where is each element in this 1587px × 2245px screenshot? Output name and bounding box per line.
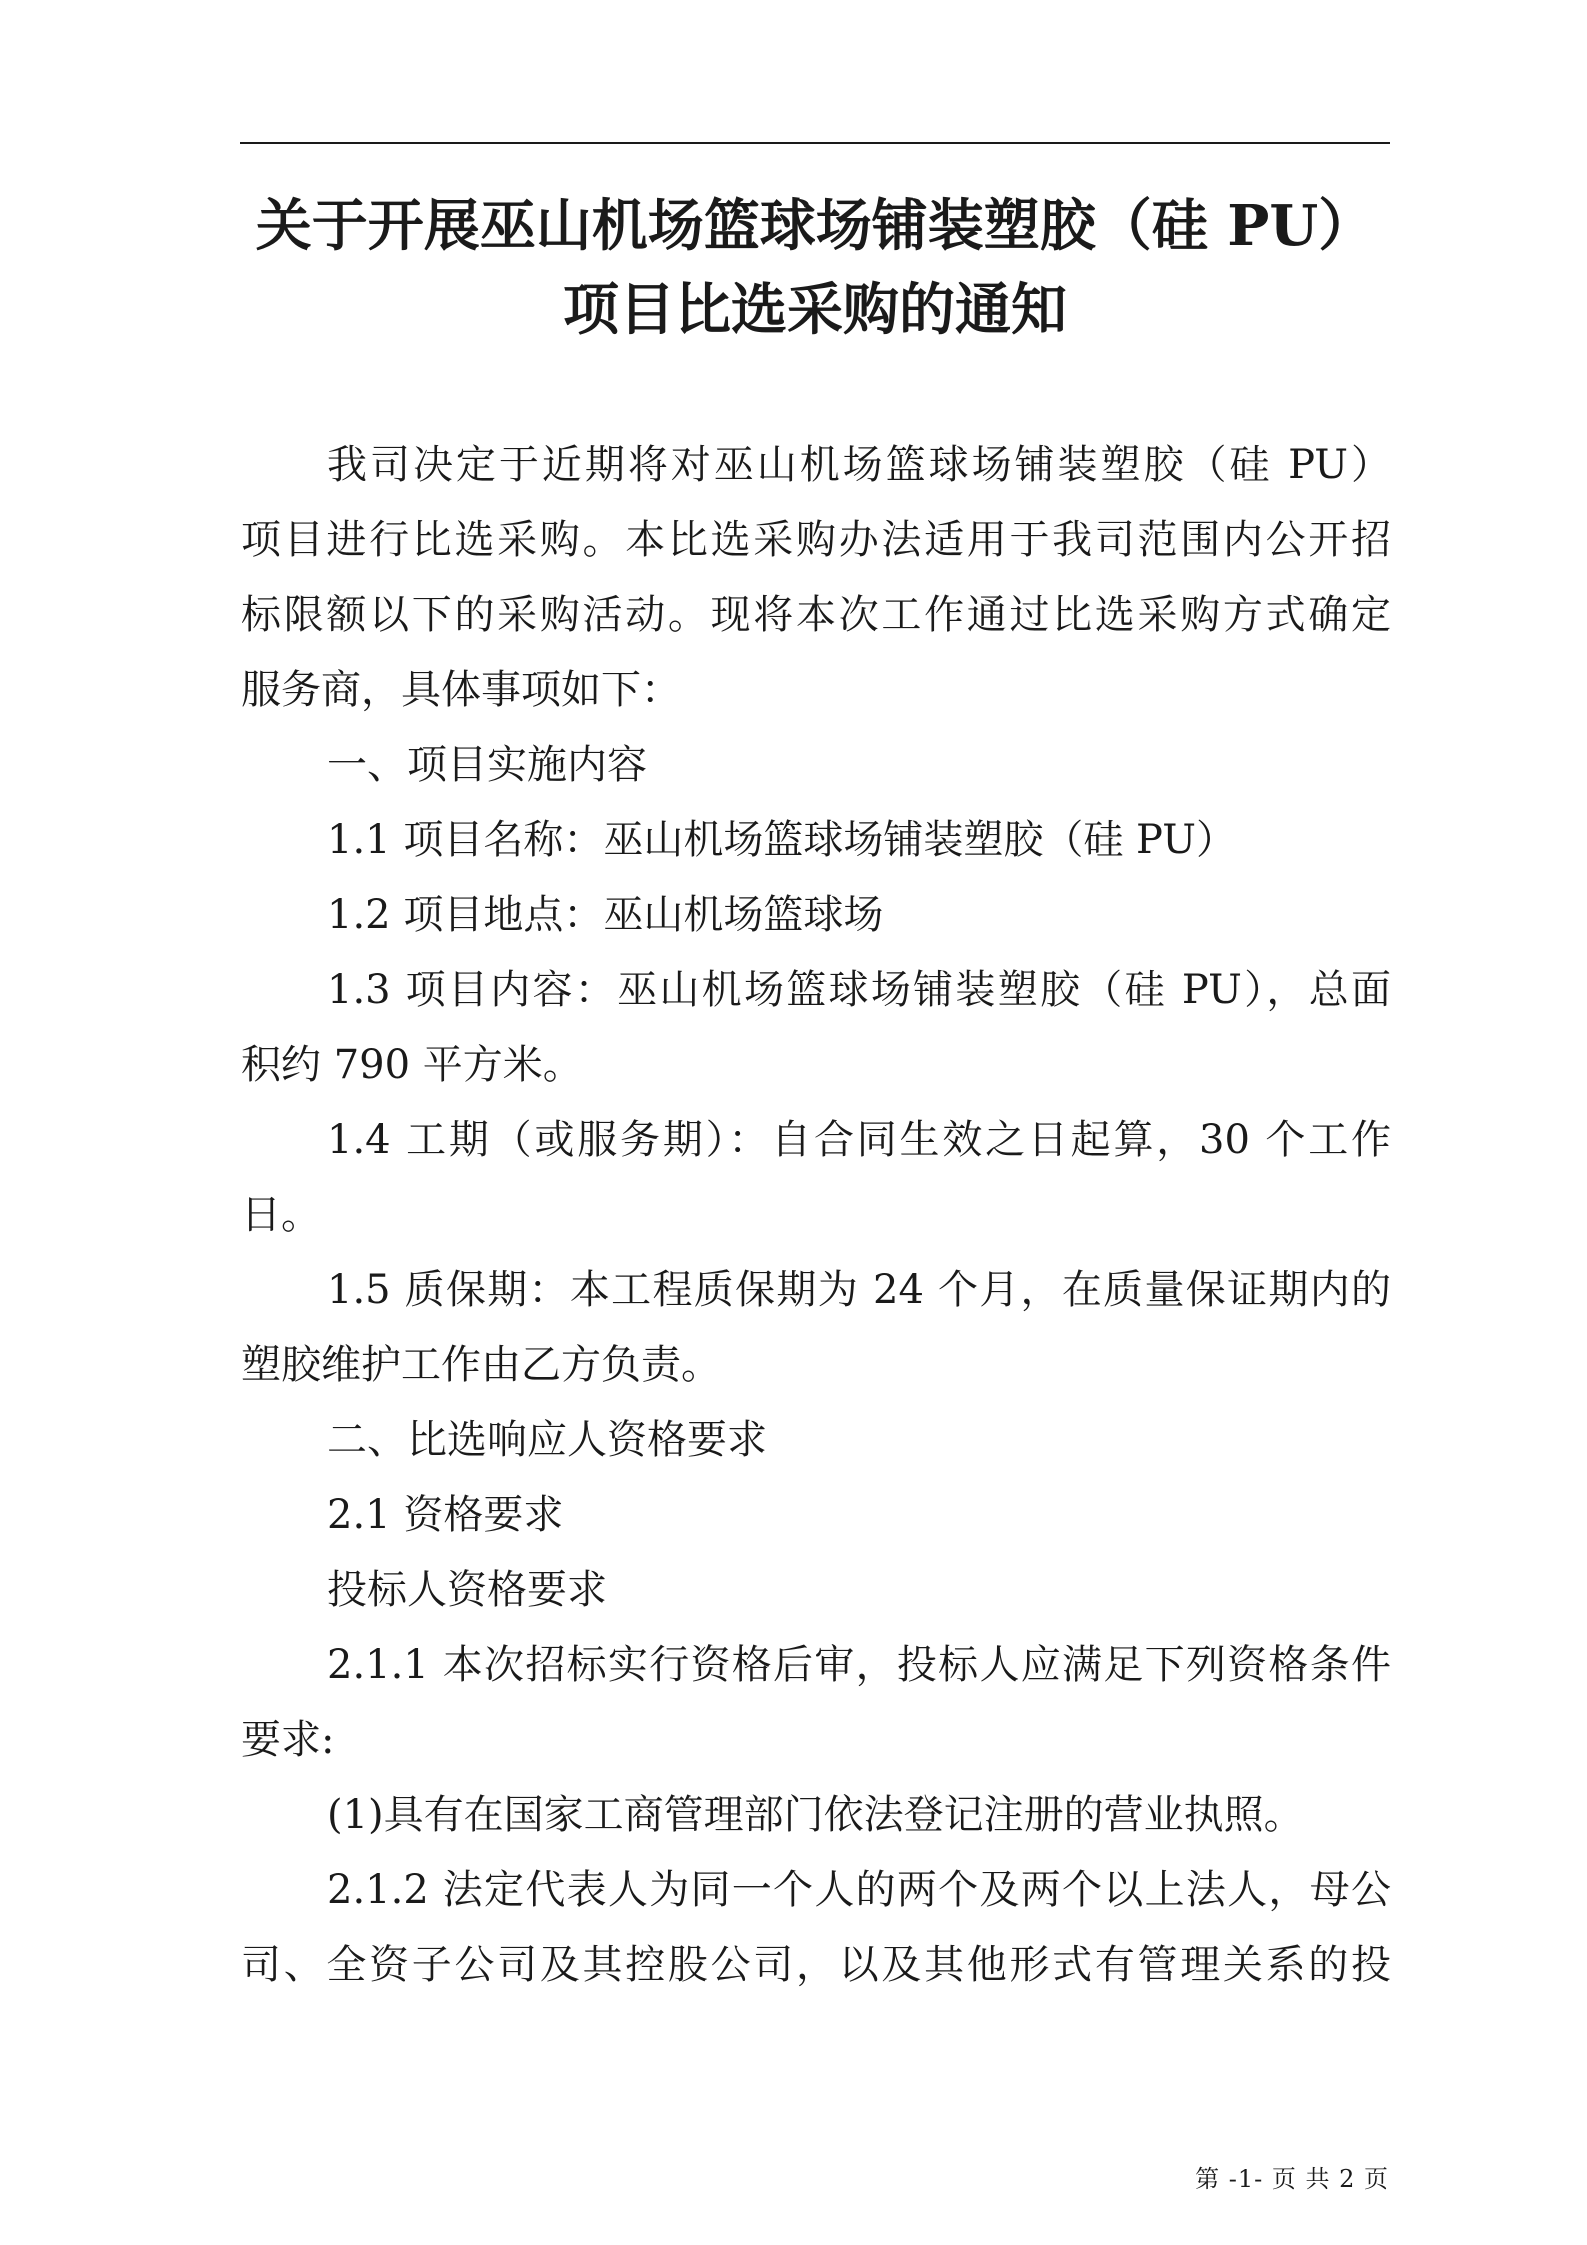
paragraph-line: 1.4 工期（或服务期）：自合同生效之日起算，30 个工作 (327, 1117, 1391, 1163)
paragraph-line: 积约 790 平方米。 (241, 1042, 583, 1088)
paragraph-line: 1.2 项目地点：巫山机场篮球场 (327, 892, 884, 938)
paragraph-line: 我司决定于近期将对巫山机场篮球场铺装塑胶（硅 PU） (327, 442, 1391, 488)
paragraph-line: (1)具有在国家工商管理部门依法登记注册的营业执照。 (327, 1792, 1304, 1838)
paragraph-line: 日。 (241, 1192, 321, 1238)
section-heading: 一、项目实施内容 (327, 742, 647, 788)
page-footer: 第 -1- 页 共 2 页 (1195, 2165, 1389, 2193)
paragraph-line: 要求: (241, 1717, 335, 1763)
document-title-line-2: 项目比选采购的通知 (563, 277, 1067, 343)
header-rule (240, 142, 1390, 144)
paragraph-line: 1.3 项目内容：巫山机场篮球场铺装塑胶（硅 PU），总面 (327, 967, 1391, 1013)
paragraph-line: 2.1 资格要求 (327, 1492, 564, 1538)
document-title-line-1: 关于开展巫山机场篮球场铺装塑胶（硅 PU） (255, 193, 1375, 259)
paragraph-line: 塑胶维护工作由乙方负责。 (241, 1342, 721, 1388)
paragraph-line: 项目进行比选采购。本比选采购办法适用于我司范围内公开招 (241, 517, 1391, 563)
paragraph-line: 1.5 质保期：本工程质保期为 24 个月，在质量保证期内的 (327, 1267, 1391, 1313)
paragraph-line: 1.1 项目名称：巫山机场篮球场铺装塑胶（硅 PU） (327, 817, 1236, 863)
paragraph-line: 标限额以下的采购活动。现将本次工作通过比选采购方式确定 (241, 592, 1391, 638)
paragraph-line: 2.1.1 本次招标实行资格后审，投标人应满足下列资格条件 (327, 1642, 1391, 1688)
section-heading: 二、比选响应人资格要求 (327, 1417, 767, 1463)
paragraph-line: 司、全资子公司及其控股公司，以及其他形式有管理关系的投 (241, 1942, 1391, 1988)
paragraph-line: 2.1.2 法定代表人为同一个人的两个及两个以上法人，母公 (327, 1867, 1391, 1913)
paragraph-line: 投标人资格要求 (327, 1567, 607, 1613)
paragraph-line: 服务商，具体事项如下： (241, 667, 681, 713)
